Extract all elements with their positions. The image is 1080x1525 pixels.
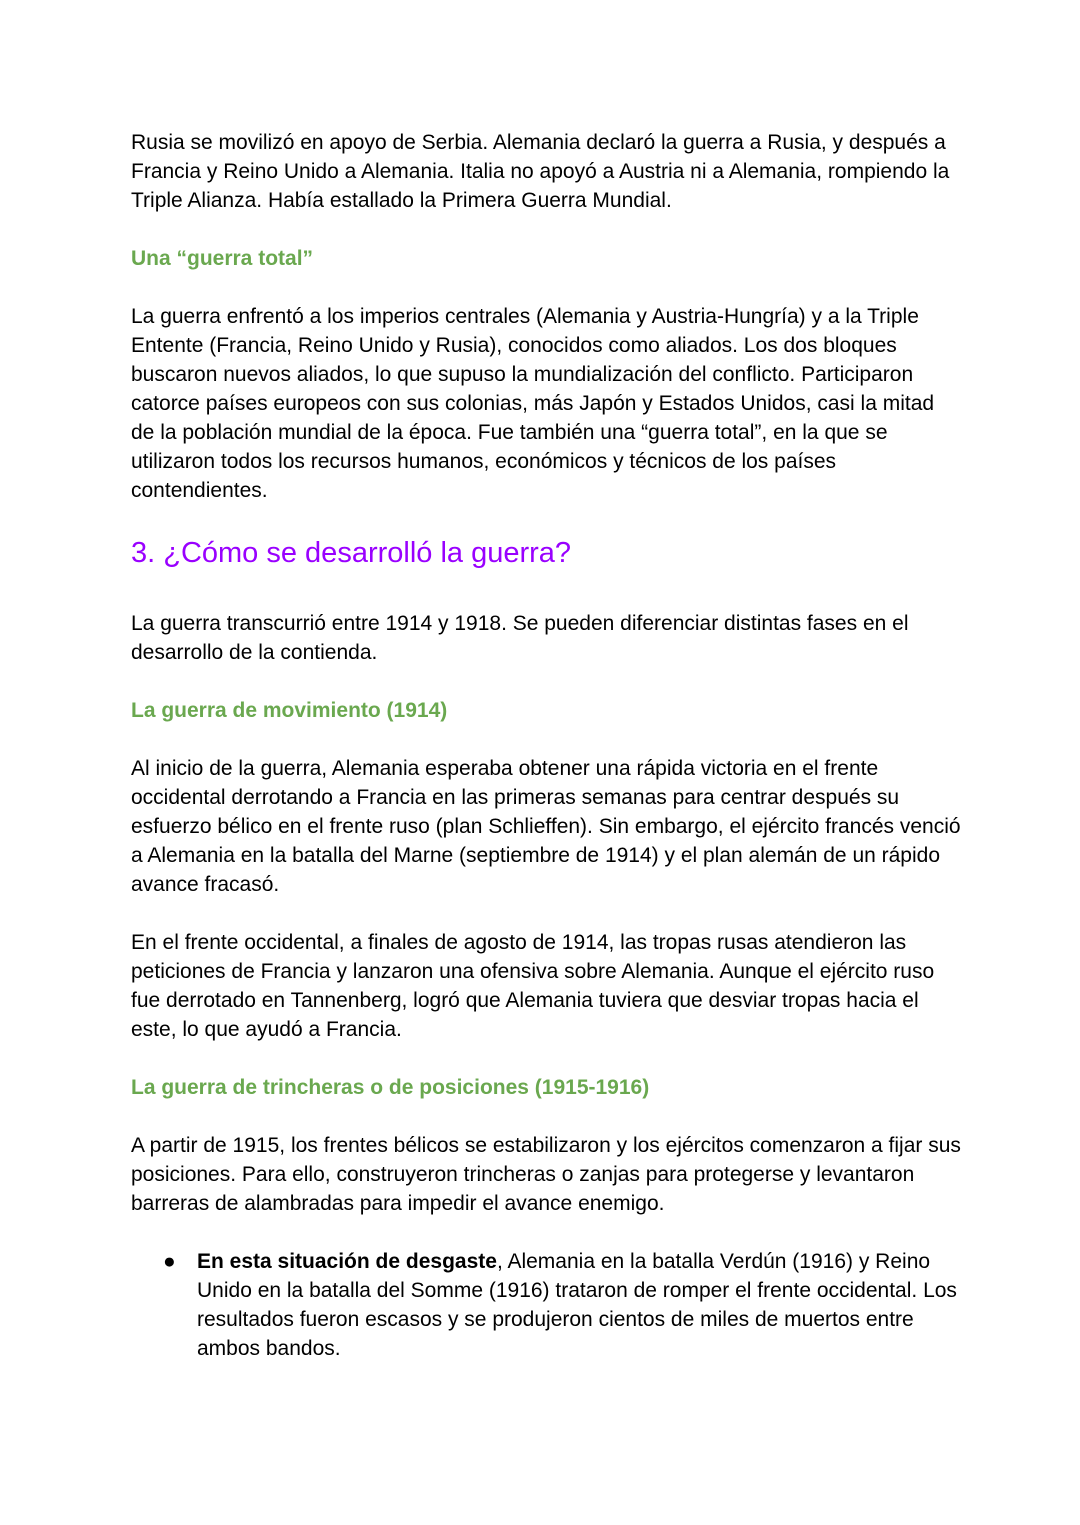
section-heading-desarrollo: 3. ¿Cómo se desarrolló la guerra?	[131, 537, 572, 569]
paragraph-fases: La guerra transcurrió entre 1914 y 1918. Se pueden diferenciar distintas fases en el desarrollo de la contienda.	[131, 612, 909, 664]
bullet-bold-lead: En esta situación de desgaste	[197, 1250, 497, 1273]
list-item	[163, 1247, 961, 1363]
bullet-icon: ●	[163, 1250, 176, 1273]
subheading-guerra-trincheras: La guerra de trincheras o de posiciones (1915-1916)	[131, 1076, 650, 1099]
subheading-guerra-movimiento: La guerra de movimiento (1914)	[131, 699, 448, 722]
paragraph-bloques: La guerra enfrentó a los imperios centrales (Alemania y Austria-Hungría) y a la Triple Entente (Francia, Reino Unido y Rusia), conocidos como aliados. Los dos bloques buscaron nuevos aliados, lo que supuso la mundialización del conflicto. Participaron catorce países europeos con sus colonias, más Japón y Estados Unidos, casi la mitad de la población mundial de la época. Fue también una “guerra total”, en la que se utilizaron todos los recursos humanos, económicos y técnicos de los países contendientes.	[131, 305, 935, 502]
subheading-guerra-total: Una “guerra total”	[131, 247, 314, 270]
paragraph-serbia: Rusia se movilizó en apoyo de Serbia. Alemania declaró la guerra a Rusia, y después a Francia y Reino Unido a Alemania. Italia no apoyó a Austria ni a Alemania, rompiendo la Triple Alianza. Había estallado la Primera Guerra Mundial.	[131, 131, 950, 212]
paragraph-tannenberg: En el frente occidental, a finales de agosto de 1914, las tropas rusas atendieron las peticiones de Francia y lanzaron una ofensiva sobre Alemania. Aunque el ejército ruso fue derrotado en Tannenberg, logró que Alemania tuviera que desviar tropas hacia el este, lo que ayudó a Francia.	[131, 931, 935, 1041]
paragraph-plan-schlieffen: Al inicio de la guerra, Alemania esperaba obtener una rápida victoria en el frente occidental derrotando a Francia en las primeras semanas para centrar después su esfuerzo bélico en el frente ruso (plan Schlieffen). Sin embargo, el ejército francés venció a Alemania en la batalla del Marne (septiembre de 1914) y el plan alemán de un rápido avance fracasó.	[131, 757, 961, 896]
paragraph-posiciones: A partir de 1915, los frentes bélicos se estabilizaron y los ejércitos comenzaron a fijar sus posiciones. Para ello, construyeron trincheras o zanjas para protegerse y levantaron barreras de alambradas para impedir el avance enemigo.	[131, 1134, 961, 1215]
bullet-text	[197, 1247, 961, 1363]
document-page	[131, 128, 961, 1363]
bullet-body: , Alemania en la batalla Verdún (1916) y Reino Unido en la batalla del Somme (1916) trataron de romper el frente occidental. Los resultados fueron escasos y se produjeron cientos de miles de muertos entre ambos bandos.	[197, 1250, 957, 1360]
